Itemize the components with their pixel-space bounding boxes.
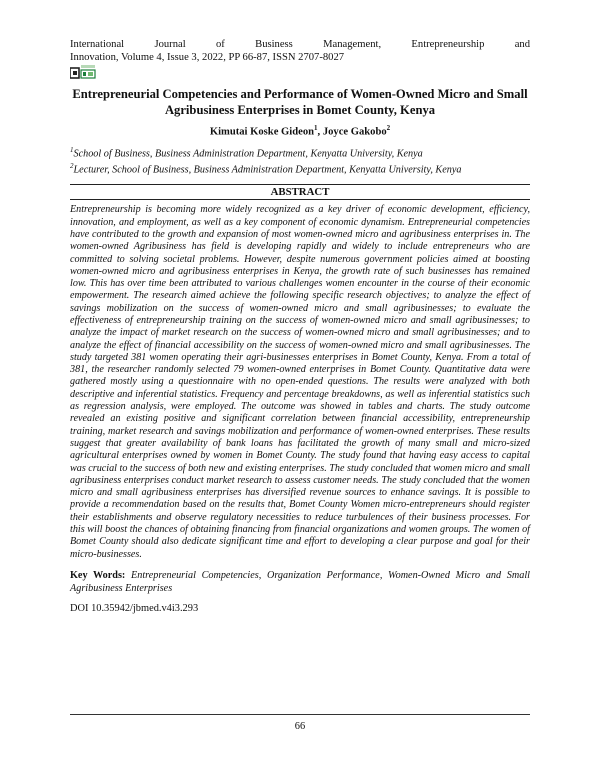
paper-page (70, 38, 530, 614)
journal-logo-graphic (70, 65, 98, 79)
author-list (70, 124, 530, 138)
journal-header (70, 38, 530, 64)
journal-word: Business (255, 39, 293, 50)
affiliation-text: School of Business, Business Administration Department, Kenyatta University, Kenya (73, 147, 423, 159)
journal-header-line1 (70, 38, 530, 51)
keywords-text: Entrepreneurial Competencies, Organization Performance, Women-Owned Micro and Small Agribusiness Enterprises (70, 569, 530, 594)
journal-word: Management, (323, 39, 382, 50)
paper-title: Entrepreneurial Competencies and Performance of Women-Owned Micro and Small Agribusiness Enterprises in Bomet County, Kenya (72, 87, 528, 117)
affiliation (70, 160, 530, 176)
doi: DOI 10.35942/jbmed.v4i3.293 (70, 602, 199, 614)
journal-word: and (514, 39, 530, 50)
affiliation (70, 144, 530, 160)
abstract-heading: ABSTRACT (70, 184, 530, 200)
affiliation-text: Lecturer, School of Business, Business Administration Department, Kenyatta University, Kenya (73, 164, 462, 176)
abstract-text: Entrepreneurship is becoming more widely recognized as a key driver of economic development, efficiency, innovation, and employment, as well as a key component of economic dynamism. Entrepreneurial competencies have contributed to the growth and expansion of most women-owned micro and agribusiness enterprises in. The women-owned Agribusiness has field is developing rapidly and widely to include entrepreneurs who are committed to solving societal problems. However, despite numerous government policies aimed at boosting women-owned micro and agribusiness enterprises in Kenya, the growth rate of such businesses has remained low. This has over time been attributed to various challenges women encounter in the course of their economic empowerment. The research aimed achieve the following specific research objectives; to analyze the effect of savings mobilization on the success of women-owned micro and small agribusinesses; to evaluate the effectiveness of entrepreneurship training on the success of women-owned micro and small agribusinesses; to analyze the impact of market research on the success of women-owned micro and small agribusinesses; and to analyze the effect of financial accessibility on the success of women-owned micro and small agribusinesses. The study targeted 381 women operating their agri-businesses enterprises in Bomet County, Kenya. From a total of 381, the researcher randomly selected 79 women-owned enterprises in Bomet County. Quantitative data were gathered mostly using a questionnaire with no open-ended questions. The results were analyzed with both descriptive and inferential statistics. Frequency and percentage breakdowns, as well as inferential statistics such as regression analysis, were employed. The outcome was showed in tables and charts. The study outcome revealed an existing positive and significant correlation between financial accessibility, entrepreneurship training, market research and savings mobilization and performance of women-owned enterprises. These results suggest that greater availability of bank loans has facilitated the growth of many small and micro-sized agricultural enterprises owned by women in Bomet County. The study found that having easy access to capital was crucial to the success of both new and existing enterprises. The study concluded that women micro and small agribusiness enterprises conduct market research to assess customer needs. The study concluded that the women micro and small agribusiness enterprises has diversified revenue sources to enhance savings. It is possible to provide a recommendation based on the results that, Bomet County Women micro-entrepreneurs should register their establishments and observe regulatory necessities to reduce turbulences of their business processes. For this will boost the chances of obtaining financing from financial organizations and women groups. The women of Bomet County should also dedicate significant time and effort to developing a clear purpose and goal for their micro-businesses. (70, 204, 530, 560)
affiliation-mark: 1 (70, 145, 74, 154)
author-name: Kimutai Koske Gideon (209, 126, 315, 138)
affiliation-list (70, 144, 530, 177)
author-affiliation-mark: 2 (386, 124, 391, 132)
keywords-label: Key Words: (70, 569, 126, 581)
journal-word: Journal (154, 39, 186, 50)
keywords (70, 569, 530, 595)
journal-word: International (70, 39, 125, 50)
journal-header-line2: Innovation, Volume 4, Issue 3, 2022, PP 66-87, ISSN 2707-8027 (70, 52, 345, 63)
page-number: 66 (294, 721, 306, 732)
affiliation-mark: 2 (70, 161, 74, 170)
author-separator: , (317, 126, 323, 138)
journal-word: of (215, 39, 225, 50)
page-footer (70, 714, 530, 732)
journal-logo-icon (70, 65, 530, 79)
journal-word: Entrepreneurship (411, 39, 485, 50)
author-affiliation-mark: 1 (314, 124, 318, 132)
author-name: Joyce Gakobo (322, 126, 387, 138)
